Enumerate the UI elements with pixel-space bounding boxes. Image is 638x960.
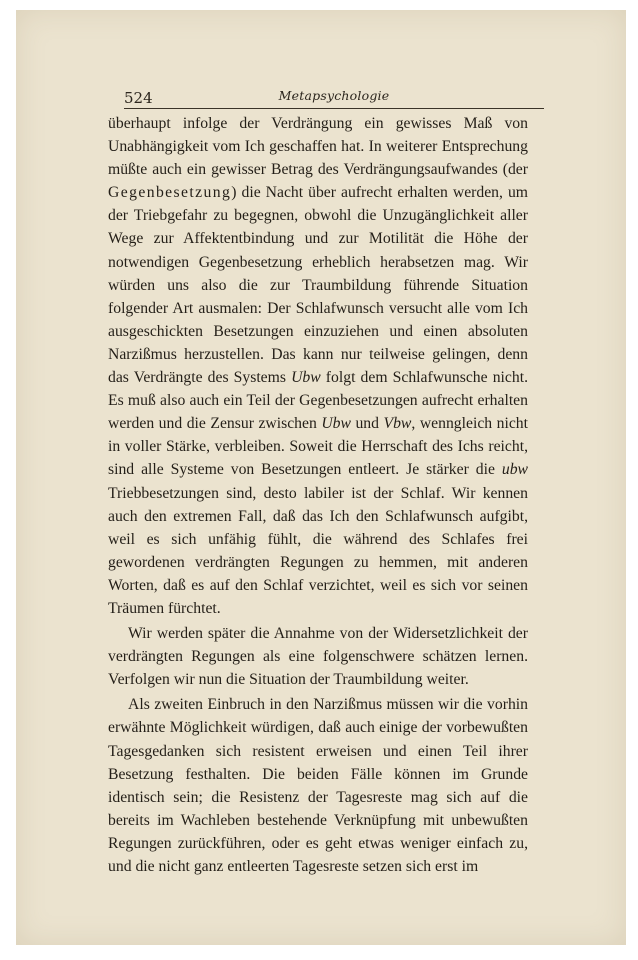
text-run: und <box>350 415 384 433</box>
italic-term: Ubw <box>321 415 351 433</box>
spaced-emphasis: Gegenbesetzung <box>108 184 232 202</box>
italic-term: Vbw <box>383 415 412 433</box>
page-header <box>124 86 544 109</box>
text-run: überhaupt infolge der Verdrängung ein gewisses Maß von Unabhängigkeit vom Ich geschaffen hat. In weiterer Entsprechung müßte auch ein gewisser Betrag des Verdrängungsaufwandes (der <box>108 115 528 179</box>
text-run: Wir werden später die Annahme von der Widersetzlichkeit der verdrängten Regungen als eine folgenschwere schätzen lernen. Verfolgen wir nun die Situation der Traumbildung weiter. <box>108 625 528 689</box>
paragraph <box>108 622 528 691</box>
text-run: Als zweiten Einbruch in den Narzißmus müssen wir die vorhin erwähnte Möglichkeit würdigen, daß auch einige der vorbewußten Tagesgedanken sich resistent erweisen und einen Teil ihrer Besetzung festhalten. Die beiden Fälle können im Grunde identisch sein; die Resistenz der Tagesreste mag sich auf die bereits im Wachleben bestehende Verknüpfung mit unbewußten Regungen zurückführen, oder es geht etwas weniger einfach zu, und die nicht ganz entleerten Tagesreste setzen sich erst im <box>108 696 528 875</box>
text-run: Triebbesetzungen sind, desto labiler ist der Schlaf. Wir kennen auch den extremen Fall, daß das Ich den Schlafwunsch aufgibt, weil es sich unfähig fühlt, die während des Schlafes frei gewordenen verdrängten Regungen zu hemmen, mit anderen Worten, daß es auf den Schlaf verzichtet, weil es sich vor seinen Träumen fürchtet. <box>108 484 528 617</box>
page-number: 524 <box>124 89 153 107</box>
italic-term: ubw <box>501 461 528 479</box>
italic-term: Ubw <box>291 369 321 387</box>
text-run: folgt dem Schlafwunsche nicht. Es muß also auch ein Teil der Gegenbesetzungen aufrecht erhalten werden und die Zensur zwischen <box>108 369 528 433</box>
text-run: ) die Nacht über aufrecht erhalten werden, um der Triebgefahr zu begegnen, obwohl die Unzugänglichkeit aller Wege zur Affektentbindung und zur Motilität die Höhe der notwendigen Gegenbesetzung erheblich herabsetzen mag. Wir würden uns also die zur Traumbildung führende Situation folgender Art ausmalen: Der Schlafwunsch versucht alle vom Ich ausgeschickten Besetzungen einzuziehen und einen absoluten Narzißmus herzustellen. Das kann nur teilweise gelingen, denn das Verdrängte des Systems <box>108 184 528 387</box>
running-title: Metapsychologie <box>278 88 390 103</box>
body-text <box>108 112 528 878</box>
paragraph <box>108 112 528 620</box>
paragraph <box>108 693 528 878</box>
text-run: , wenngleich nicht in voller Stärke, verbleiben. Soweit die Herrschaft des Ichs reicht, sind alle Systeme von Besetzungen entleert. Je stärker die <box>108 415 528 479</box>
